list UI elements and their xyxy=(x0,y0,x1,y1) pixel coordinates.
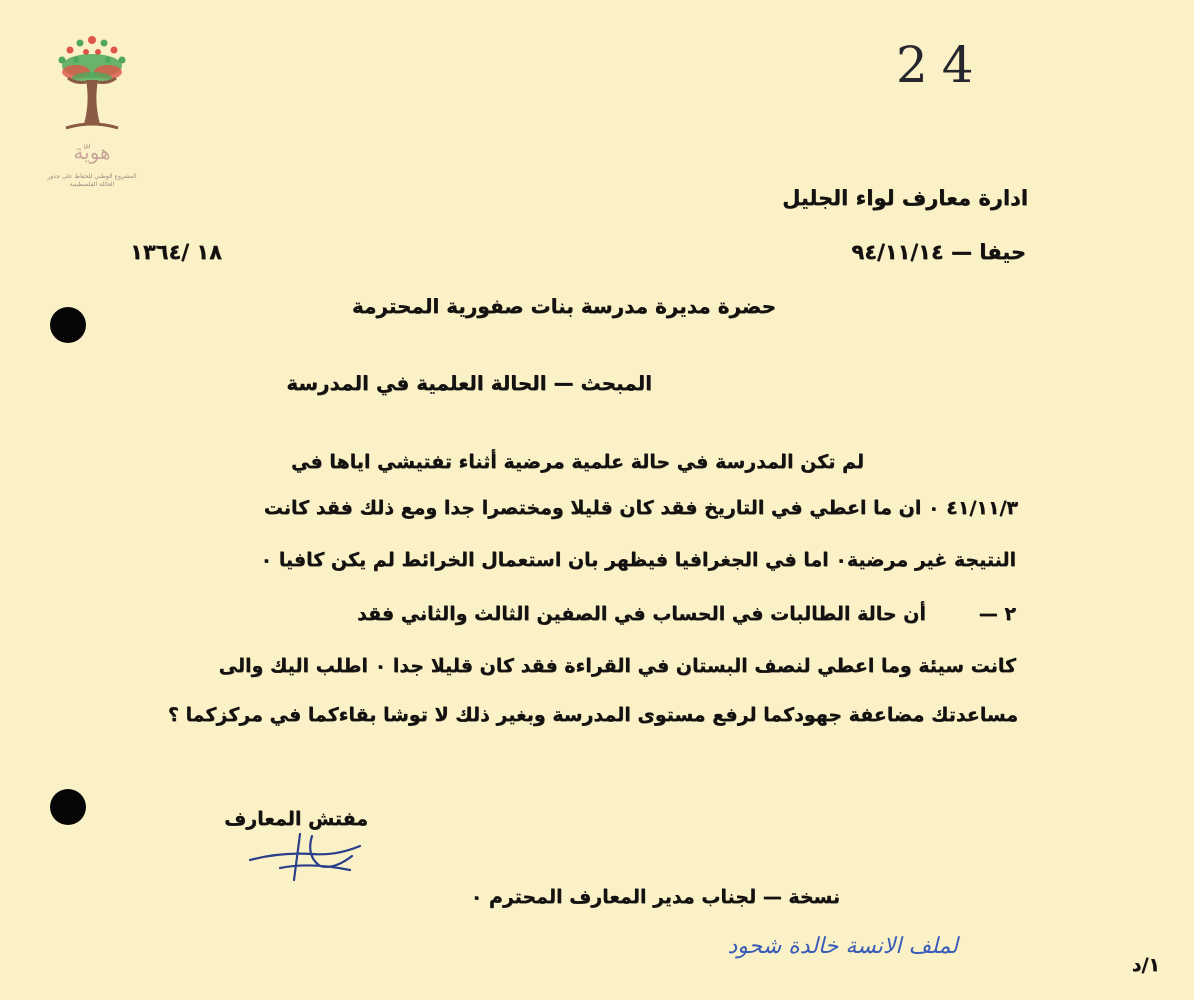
handwritten-note: لملف الانسة خالدة شحود xyxy=(727,934,958,959)
body-line-1: لم تكن المدرسة في حالة علمية مرضية أثناء تفتيشي اياها في xyxy=(291,451,864,473)
reference-mark: ١/د xyxy=(1131,954,1160,976)
family-tree-icon xyxy=(46,32,138,136)
body-line-2: ٤١/١١/٣ ٠ ان ما اعطي في التاريخ فقد كان قليلا ومختصرا جدا ومع ذلك فقد كانت xyxy=(263,497,1018,519)
logo-caption: المشروع الوطني للحفاظ على جذور العائلة الفلسطينية xyxy=(47,173,137,188)
signatory-title: مفتش المعارف xyxy=(224,808,368,830)
subject: المبحث — الحالة العلمية في المدرسة xyxy=(286,371,652,395)
logo-name: هويّة xyxy=(73,140,111,164)
signature-scribble-icon xyxy=(240,826,380,886)
body-line-5: كانت سيئة وما اعطي لنصف البستان في القراءة فقد كان قليلا جدا ٠ اطلب اليك والى xyxy=(218,655,1016,677)
office-header: ادارة معارف لواء الجليل xyxy=(782,186,1028,210)
place-date: حيفا — ٩٤/١١/١٤ xyxy=(851,240,1026,264)
addressee: حضرة مديرة مدرسة بنات صفورية المحترمة xyxy=(351,294,776,318)
logo xyxy=(46,32,138,194)
page-number: 24 xyxy=(896,36,988,94)
copy-to: نسخة — لجناب مدير المعارف المحترم ٠ xyxy=(470,886,840,908)
hijri-date: ١٨ /١٣٦٤ xyxy=(130,240,222,264)
punch-hole-top xyxy=(50,307,86,343)
punch-hole-bottom xyxy=(50,789,86,825)
body-line-6: مساعدتك مضاعفة جهودكما لرفع مستوى المدرسة وبغير ذلك لا توشا بقاءكما في مركزكما ؟ xyxy=(167,704,1018,726)
body-line-3: النتيجة غير مرضية٠ اما في الجغرافيا فيظهر بان استعمال الخرائط لم يكن كافيا ٠ xyxy=(260,549,1016,571)
body-line-4: ٢ — أن حالة الطالبات في الحساب في الصفين الثالث والثاني فقد xyxy=(356,603,1016,625)
